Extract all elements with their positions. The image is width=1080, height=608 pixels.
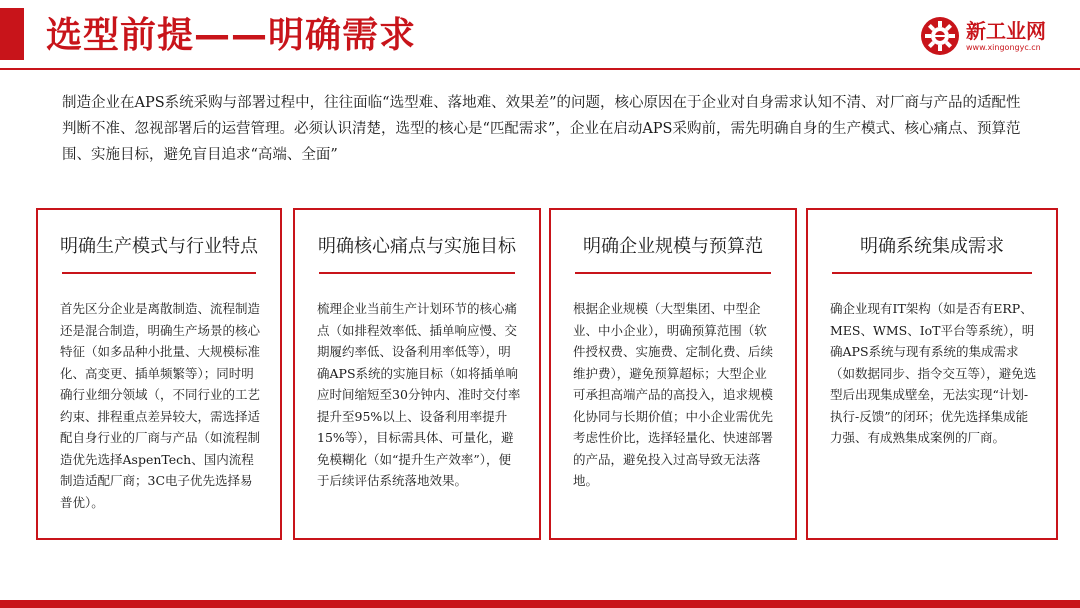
card-divider (62, 272, 256, 274)
gear-icon (920, 16, 960, 56)
card-divider (319, 272, 515, 274)
footer-accent-bar (0, 600, 1080, 608)
card-production-mode (36, 208, 282, 540)
brand-logo (920, 16, 1070, 56)
logo-url: www.xingongyc.cn (966, 43, 1041, 52)
title-accent-bar (0, 8, 24, 60)
card-heading: 明确系统集成需求 (860, 236, 1004, 257)
card-body: 确企业现有IT架构（如是否有ERP、MES、WMS、IoT平台等系统），明确APS系统与现有系统的集成需求（如数据同步、指令交互等），避免选型后出现集成壁垒，无法实现“计划-执行-反馈”的闭环；优先选择集成能力强、有成熟集成案例的厂商。 (830, 301, 1037, 445)
card-heading: 明确企业规模与预算范 (583, 236, 763, 257)
card-integration (806, 208, 1058, 540)
logo-name: 新工业网 (966, 19, 1046, 43)
card-divider (832, 272, 1032, 274)
card-heading: 明确生产模式与行业特点 (60, 236, 258, 257)
card-heading: 明确核心痛点与实施目标 (318, 236, 516, 257)
intro-paragraph: 制造企业在APS系统采购与部署过程中，往往面临“选型难、落地难、效果差”的问题，核心原因在于企业对自身需求认知不清、对厂商与产品的适配性判断不准、忽视部署后的运营管理。必须认识清楚，选型的核心是“匹配需求”，企业在启动APS采购前，需先明确自身的生产模式、核心痛点、预算范围、实施目标，避免盲目追求“高端、全面” (62, 95, 1021, 163)
card-pain-points (293, 208, 541, 540)
card-body: 根据企业规模（大型集团、中型企业、中小企业），明确预算范围（软件授权费、实施费、定制化费、后续维护费），避免预算超标；大型企业可承担高端产品的高投入，追求规模化协同与长期价值；中小企业需优先考虑性价比，选择轻量化、快速部署的产品，避免投入过高导致无法落地。 (573, 301, 774, 488)
card-body: 梳理企业当前生产计划环节的核心痛点（如排程效率低、插单响应慢、交期履约率低、设备利用率低等），明确APS系统的实施目标（如将插单响应时间缩短至30分钟内、准时交付率提升至95%以上、设备利用率提升15%等），目标需具体、可量化，避免模糊化（如“提升生产效率”），便于后续评估系统落地效果。 (317, 301, 521, 488)
card-scale-budget (549, 208, 797, 540)
page-title: 选型前提——明确需求 (46, 15, 417, 56)
title-divider (0, 68, 1080, 70)
card-body: 首先区分企业是离散制造、流程制造还是混合制造，明确生产场景的核心特征（如多品种小批量、大规模标准化、高变更、插单频繁等）；同时明确行业细分领域（，不同行业的工艺约束、排程重点差异较大，需选择适配自身行业的厂商与产品（如流程制造优先选择AspenTech、国内流程制造适配厂商；3C电子优先选择易普优）。 (60, 301, 261, 510)
card-divider (575, 272, 771, 274)
